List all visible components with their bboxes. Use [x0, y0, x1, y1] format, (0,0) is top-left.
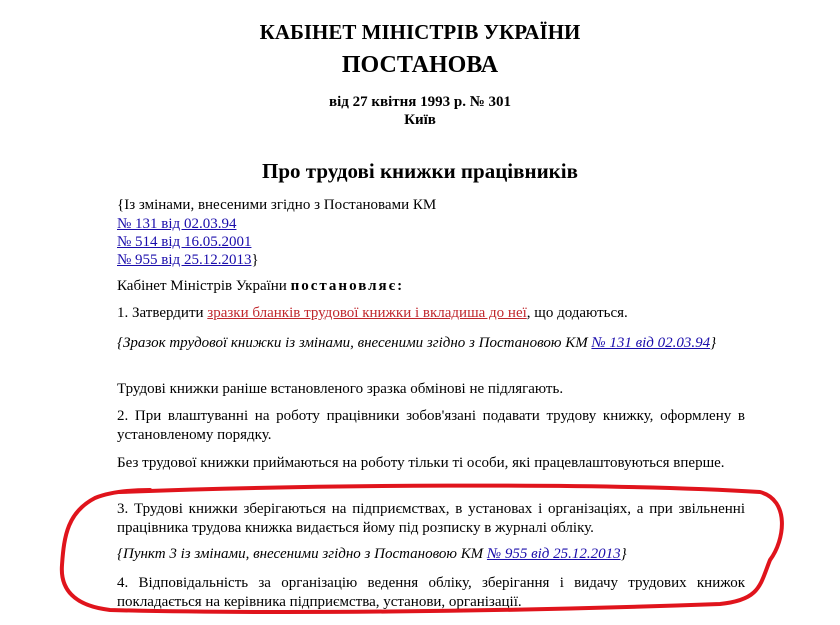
note-3-pre: {Пункт 3 із змінами, внесеними згідно з Постановою КМ — [117, 546, 487, 562]
amendment-link-row — [117, 233, 251, 252]
note-1 — [117, 334, 745, 353]
note-1-link[interactable]: № 131 від 02.03.94 — [591, 335, 711, 351]
forms-link[interactable]: зразки бланків трудової книжки і вкладиша до неї — [207, 305, 527, 321]
document-title: Про трудові книжки працівників — [262, 159, 578, 183]
paragraph-1-post: , що додаються. — [526, 305, 628, 321]
issuing-authority: КАБІНЕТ МІНІСТРІВ УКРАЇНИ — [259, 20, 581, 44]
paragraph-1b: Трудові книжки раніше встановленого зразка обмінові не підлягають. — [117, 381, 564, 397]
paragraph-3: 3. Трудові книжки зберігаються на підприємствах, в установах і організаціях, а при звільненні працівника трудова книжка видається йому під розписку в журналі обліку. — [117, 501, 745, 536]
note-1-pre: {Зразок трудової книжки із змінами, внесеними згідно з Постановою КМ — [117, 335, 592, 351]
note-3-post: } — [620, 546, 627, 562]
amendments-intro: {Із змінами, внесеними згідно з Постановами КМ — [117, 197, 437, 213]
paragraph-2: 2. При влаштуванні на роботу працівники зобов'язані подавати трудову книжку, оформлену в установленому порядку. — [117, 408, 745, 443]
amendment-link-row — [117, 215, 236, 234]
decree-line — [117, 277, 404, 296]
paragraph-2b: Без трудової книжки приймаються на роботу тільки ті особи, які працевлаштовуються вперше. — [117, 455, 725, 471]
decree-lead: Кабінет Міністрів України — [117, 278, 291, 294]
document-type: ПОСТАНОВА — [341, 52, 499, 78]
note-1-post: } — [710, 335, 717, 351]
note-3 — [117, 545, 627, 564]
document-date-number: від 27 квітня 1993 р. № 301 — [328, 94, 512, 110]
amendments-closing: } — [251, 252, 259, 268]
amendment-link-514[interactable]: № 514 від 16.05.2001 — [117, 234, 252, 250]
note-3-link[interactable]: № 955 від 25.12.2013 — [486, 546, 621, 562]
paragraph-1-pre: 1. Затвердити — [117, 305, 208, 321]
decree-keyword: постановляє: — [290, 278, 405, 294]
amendment-link-row — [117, 251, 259, 270]
amendment-link-955[interactable]: № 955 від 25.12.2013 — [117, 252, 252, 268]
amendment-link-131[interactable]: № 131 від 02.03.94 — [117, 216, 237, 232]
document-city: Київ — [404, 112, 436, 128]
paragraph-1 — [117, 304, 628, 323]
paragraph-4: 4. Відповідальність за організацію ведення обліку, зберігання і видачу трудових книжок покладається на керівника підприємства, установи, організації. — [117, 575, 745, 610]
